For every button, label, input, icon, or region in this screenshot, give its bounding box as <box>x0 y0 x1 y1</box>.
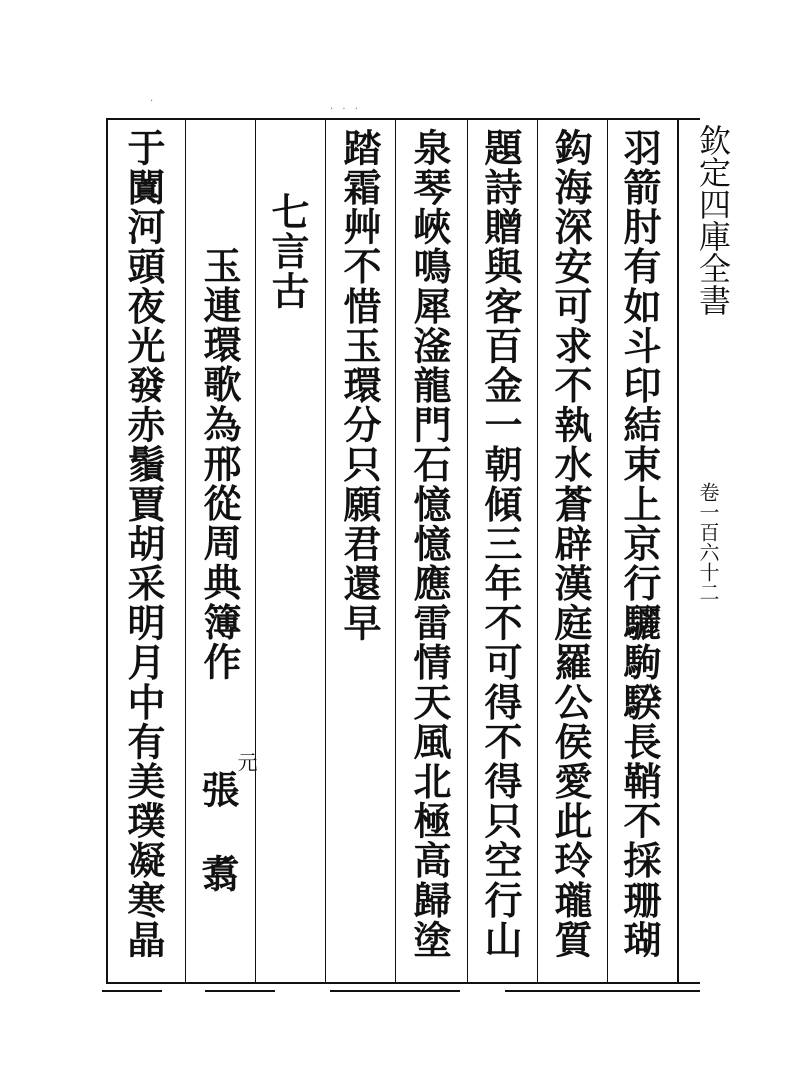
text-column-8: 于闐河頭夜光發赤鬚賈胡采明月中有美璞凝寒晶 <box>121 128 166 960</box>
column-rule <box>607 118 608 982</box>
text-column-2: 鈎海深安可求不執水蒼辟漢庭羅公侯愛此玲瓏質 <box>548 128 593 960</box>
footer-rule <box>205 990 275 992</box>
section-heading: 七言古 <box>265 192 310 311</box>
column-rule <box>395 118 396 982</box>
footer-rule <box>505 990 700 992</box>
column-rule <box>467 118 468 982</box>
column-rule <box>106 118 108 982</box>
footer-rule <box>102 990 162 992</box>
column-rule <box>537 118 538 982</box>
speck: · <box>150 96 157 107</box>
speck: · · · <box>330 104 361 115</box>
text-column-3: 題詩贈與客百金一朝傾三年不可得不得只空行山 <box>478 128 523 960</box>
column-rule <box>325 118 326 982</box>
column-rule <box>185 118 186 982</box>
text-column-1: 羽箭肘有如斗印結束上京行驪駒騤長鞘不採珊瑚 <box>617 128 662 960</box>
volume-label: 卷一百六十二 <box>696 482 720 602</box>
footer-rule <box>330 990 460 992</box>
poem-title: 玉連環歌為邢從周典簿作 <box>197 246 242 682</box>
text-column-5: 踏霜艸不惜玉環分只願君還早 <box>337 128 382 643</box>
author-dynasty: 元 <box>234 752 258 772</box>
text-column-4: 泉琴峽鳴犀滏龍門石憶憶應雷情天風北極高歸塗 <box>407 128 452 960</box>
author-name: 張 翥 <box>195 770 240 896</box>
column-rule <box>677 118 679 982</box>
book-title: 欽定四庫全書 <box>694 124 732 316</box>
column-rule <box>255 118 256 982</box>
